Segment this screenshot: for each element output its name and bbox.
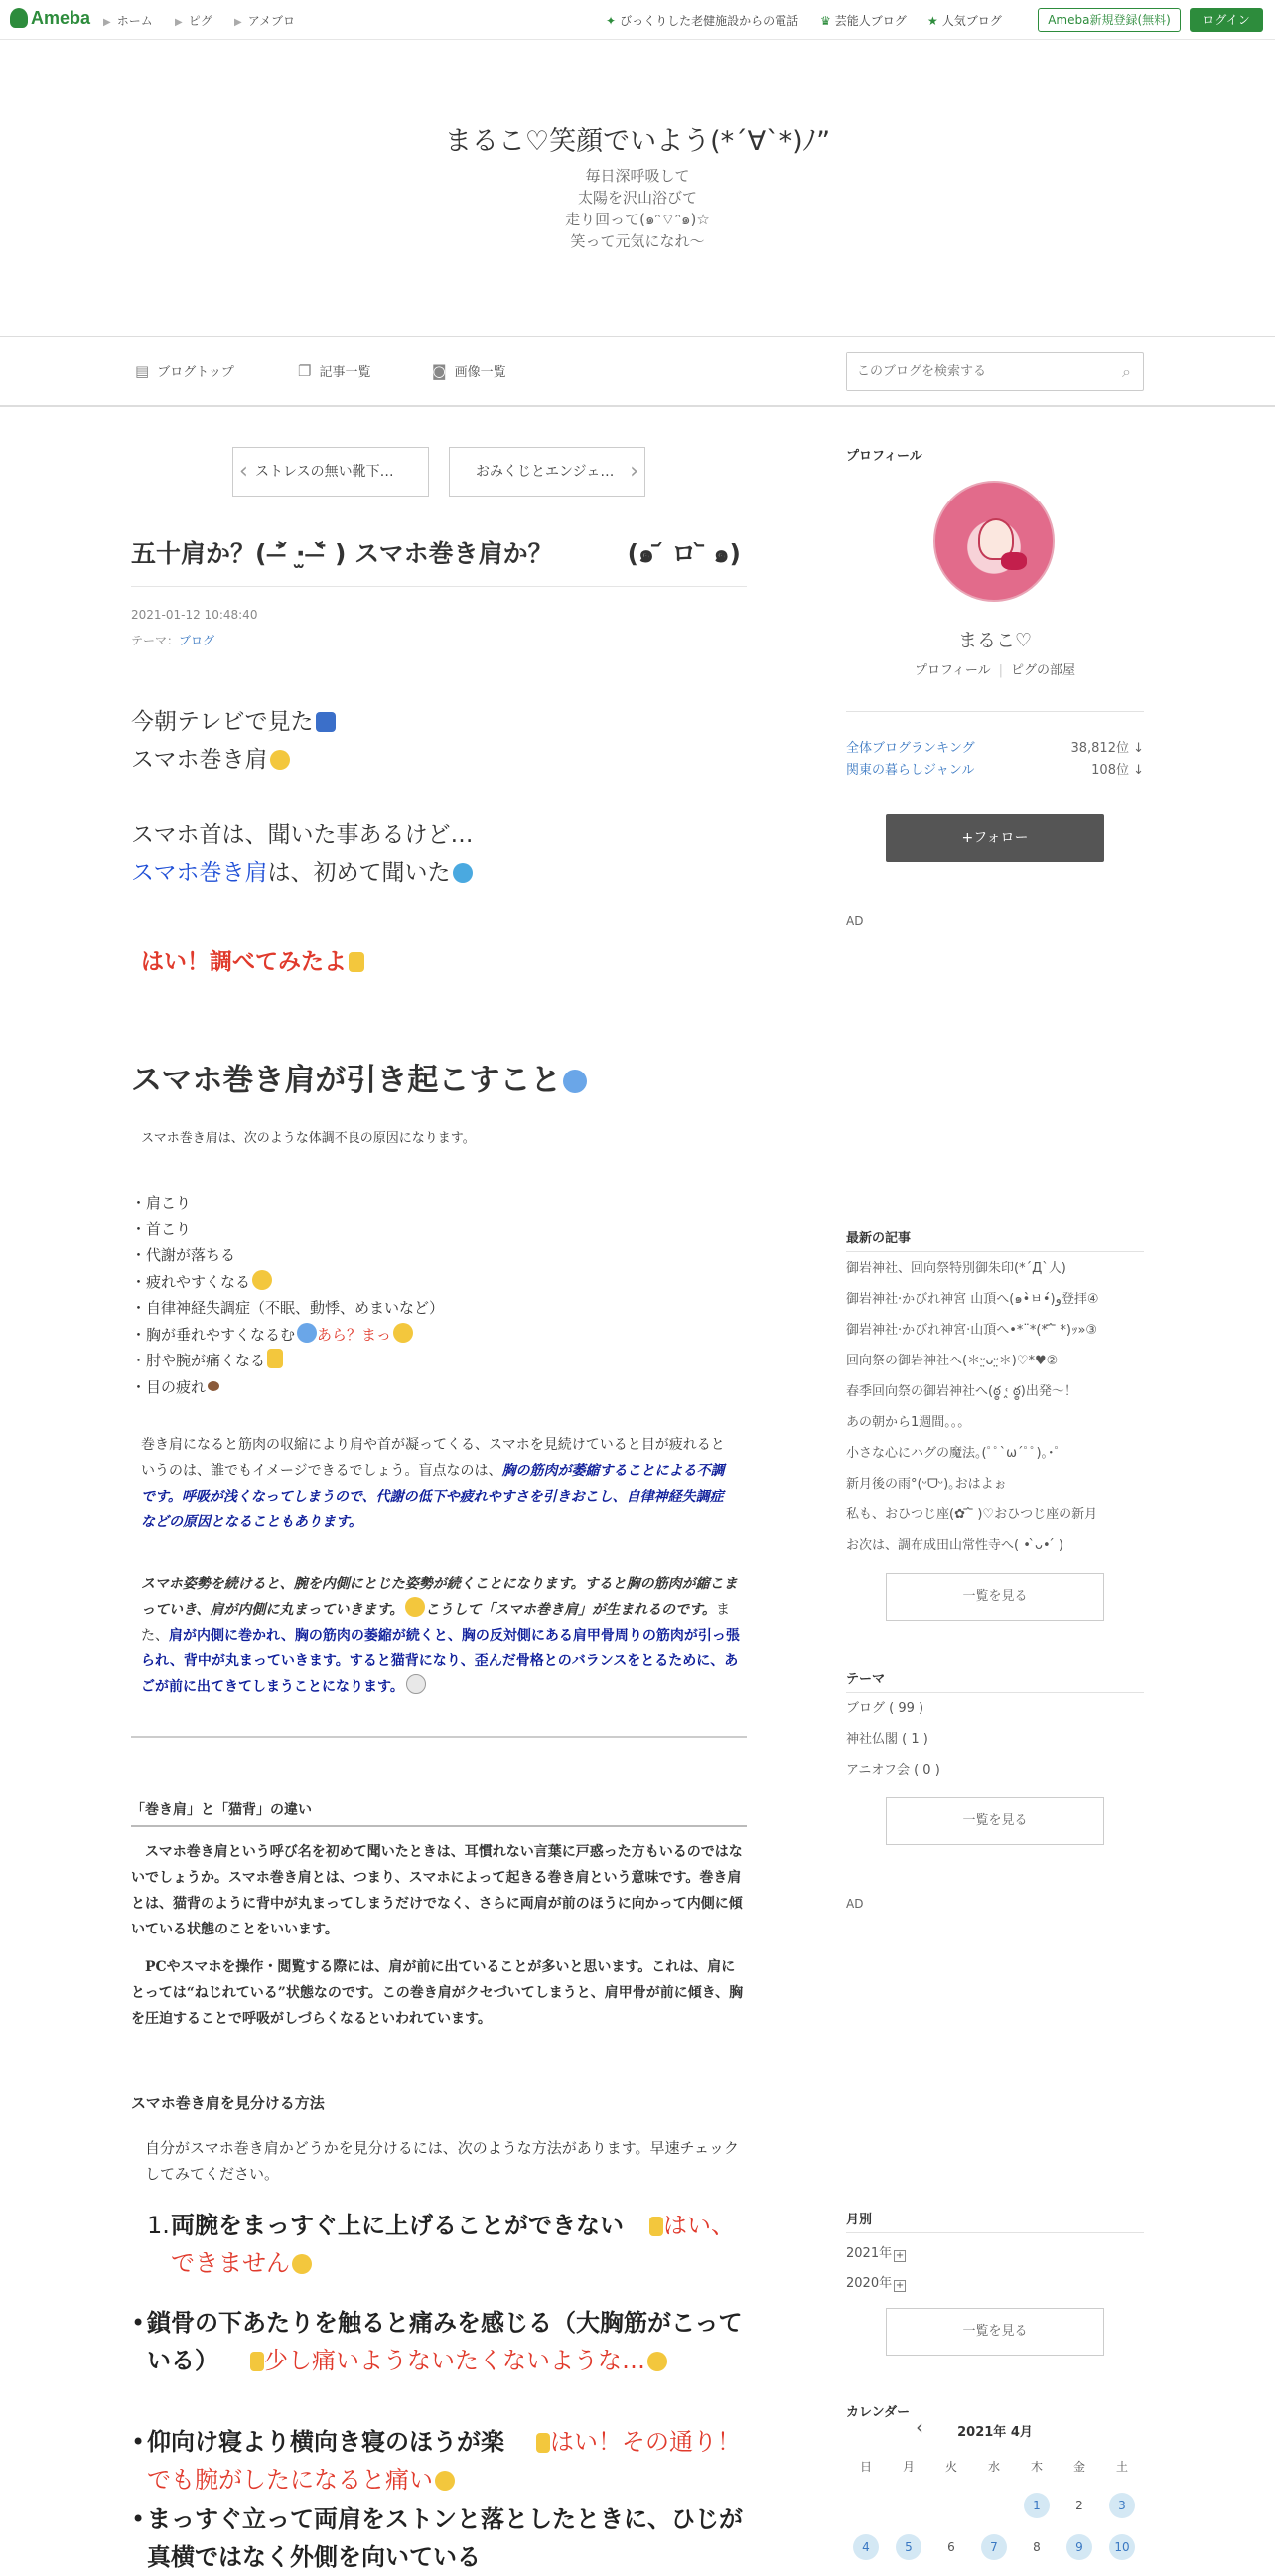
- muscle-emoji-icon: [267, 1349, 283, 1368]
- recent-article-link[interactable]: 御岩神社·かびれ神宮·山頂へ•*¨*(* ᷄ ᷅ *)ｯ»③: [846, 1323, 1098, 1338]
- weekday-label: 土: [1115, 2460, 1128, 2474]
- weekday-label: 水: [987, 2460, 1000, 2474]
- section-heading: [131, 1055, 587, 1099]
- shocked-emoji-icon: [563, 1070, 587, 1093]
- shocked-emoji-icon: [297, 1323, 317, 1343]
- divider: [131, 1825, 747, 1827]
- recent-article-link[interactable]: 御岩神社、回向祭特別御朱印(*´Д`人): [846, 1261, 1066, 1276]
- skull-emoji-icon: [406, 1674, 426, 1694]
- pointing-hand-icon: [649, 2217, 663, 2236]
- nav-blog-top-label: ブログトップ: [157, 365, 234, 380]
- nav-image-list-label: 画像一覧: [454, 365, 506, 380]
- calendar-day[interactable]: 7: [981, 2534, 1007, 2560]
- profile-avatar[interactable]: [933, 481, 1055, 602]
- year-2020[interactable]: [846, 2272, 906, 2292]
- month-heading: 月別: [846, 2213, 873, 2227]
- next-article-label: おみくじとエンジェ…: [476, 464, 615, 480]
- document-icon: ▤: [135, 362, 150, 380]
- red-heading: [141, 943, 364, 976]
- calendar-day[interactable]: 5: [896, 2534, 921, 2560]
- calendar-day[interactable]: 1: [1024, 2493, 1050, 2518]
- body-line: [131, 741, 290, 779]
- top-bar: [0, 0, 1275, 40]
- body-line: [131, 816, 474, 854]
- list-item: [131, 1322, 444, 1349]
- check-text: 両腕をまっすぐ上に上げることができない: [171, 2212, 624, 2239]
- topnav-pigg-label: ピグ: [188, 14, 212, 28]
- topnav-ameblo-label: アメブロ: [247, 14, 295, 28]
- blog-desc-line: 太陽を沢山浴びて: [577, 189, 697, 207]
- paragraph-bold: こうして「スマホ巻き肩」が生まれるのです。: [425, 1602, 716, 1618]
- calendar-day: 2: [1075, 2499, 1083, 2512]
- recent-article-link[interactable]: 小さな心にハグの魔法｡(ﾟﾟ`ω´ﾟﾟ)｡･ﾟ: [846, 1446, 1062, 1461]
- nav-image-list[interactable]: [432, 361, 506, 380]
- pointing-hand-icon: [349, 952, 364, 972]
- chevron-left-icon: ‹: [239, 459, 248, 484]
- chevron-right-icon: ▶: [175, 17, 183, 28]
- toplink-celebrity[interactable]: [820, 12, 907, 29]
- list-item: ・首こり: [131, 1219, 192, 1238]
- toplink-popular-label: 人気ブログ: [941, 14, 1002, 28]
- toplink-news-label: びっくりした老健施設からの電話: [620, 14, 799, 28]
- check-item: • まっすぐ立って両肩をストンと落としたときに、ひじが真横ではなく外側を向いている: [131, 2505, 743, 2571]
- blog-description: [0, 165, 1275, 252]
- calendar-heading: カレンダー: [846, 2405, 911, 2420]
- pigg-room-link[interactable]: ピグの部屋: [1011, 663, 1076, 678]
- recent-article-link[interactable]: 春季回向祭の御岩神社へ(ఠ్ఠ ˓̭ ఠ్ఠ)出発〜！: [846, 1384, 1077, 1399]
- chevron-right-icon: ▶: [234, 17, 242, 28]
- nav-article-list[interactable]: [298, 361, 370, 380]
- recent-article-link[interactable]: 回向祭の御岩神社へ(＊ᵕ̤ᴗᵕ̤＊)♡*♥②: [846, 1354, 1059, 1368]
- weekday-label: 木: [1030, 2460, 1043, 2474]
- chevron-right-icon: ›: [630, 459, 638, 484]
- divider: [846, 2232, 1144, 2233]
- article-theme: [131, 632, 214, 648]
- star-icon: ★: [927, 14, 938, 28]
- tired-emoji-icon: [647, 2352, 667, 2371]
- year-label: 2021年: [846, 2246, 893, 2261]
- list-number: 1.: [147, 2212, 170, 2239]
- check-item: • 鎖骨の下あたりを触ると痛みを感じる（大胸筋がこっている） 少し痛いようないたくないような…: [131, 2309, 743, 2374]
- red-heading-text: はい！調べてみたよ: [141, 949, 347, 975]
- intro-text: スマホ巻き肩は、次のような体調不良の原因になります。: [141, 1131, 476, 1146]
- list-item-red: あら？まっ: [317, 1325, 392, 1344]
- topnav-ameblo[interactable]: [234, 12, 295, 29]
- article-title: 五十肩か？( ˃̶᷄ ‧̫ ˂̶᷅ ) スマホ巻き肩か？ (๑ ᷄ ロ ᷅ ๑): [131, 539, 741, 568]
- recent-article-link[interactable]: 私も、おひつじ座(✿ ᷄ ᷅ )♡おひつじ座の新月: [846, 1507, 1098, 1522]
- register-button[interactable]: Ameba新規登録(無料): [1038, 8, 1181, 32]
- divider: [846, 1251, 1144, 1252]
- body-text: は、初めて聞いた: [267, 860, 451, 886]
- theme-link[interactable]: ブログ: [179, 634, 215, 647]
- recent-articles-list: [846, 1253, 1144, 1561]
- recent-article-link[interactable]: 新月後の雨°(ᵕᗜᵕ)｡おはよぉ: [846, 1477, 1007, 1492]
- sweat-emoji-icon: [453, 863, 473, 883]
- check-text: 鎖骨の下あたりを触ると痛みを感じる（大胸筋がこっている）: [147, 2309, 743, 2374]
- calendar-day[interactable]: 4: [853, 2534, 879, 2560]
- paragraph-bold: 胸の筋肉が萎縮することによる不調です。呼吸が浅くなってしまうので、代謝の低下や疲れやすさを引きおこし、自律神経失調症などの原因となることもあります。: [141, 1463, 725, 1530]
- paragraph-bold: スマホ姿勢を続けると、腕を内側にとじた姿勢が続くことになります。すると胸の筋肉が縮こまっていき、肩が内側に丸まっていきます。: [141, 1576, 738, 1618]
- calendar-day: 8: [1033, 2540, 1041, 2554]
- recent-article-link[interactable]: 御岩神社·かびれ神宮 山頂へ(๑•̀ㅂ•́)و登拝④: [846, 1292, 1099, 1307]
- calendar-day[interactable]: 10: [1109, 2534, 1135, 2560]
- paragraph: 自分がスマホ巻き肩かどうかを見分けるには、次のような方法があります。早速チェックしてみてください。: [145, 2139, 740, 2183]
- paragraph-text: 巻き肩になると筋肉の収縮により肩や首が凝ってくる、スマホを見続けていると目が疲れるというのは、誰でもイメージできるでしょう。盲点なのは、: [141, 1437, 725, 1479]
- check-answer: 少し痛いようないたくないような…: [264, 2347, 645, 2374]
- profile-name[interactable]: まるこ♡: [957, 630, 1033, 651]
- list-item-text: ・胸が垂れやすくなるむ: [131, 1325, 296, 1344]
- article-date: 2021-01-12 10:48:40: [131, 608, 258, 622]
- laughing-emoji-icon: [393, 1323, 413, 1343]
- list-item: ・自律神経失調症（不眠、動悸、めまいなど）: [131, 1299, 445, 1317]
- paragraph: PCやスマホを操作・閲覧する際には、肩が前に出ていることが多いと思います。これは、肩にとっては“ねじれている”状態なのです。この巻き肩がクセづいてしまうと、肩甲骨が前に傾き、胸を圧迫することで呼吸がしづらくなるといわれています。: [131, 1959, 744, 2027]
- list-item: [131, 1374, 444, 1401]
- tired-emoji-icon: [292, 2254, 312, 2274]
- check-item: • 仰向け寝より横向き寝のほうが楽 はい！その通り！でも腕がしたになると痛い: [131, 2428, 741, 2494]
- ranking-value: 38,812位 ↓: [1070, 741, 1144, 756]
- calendar-day[interactable]: 3: [1109, 2493, 1135, 2518]
- paragraph: スマホ巻き肩という呼び名を初めて聞いたときは、耳慣れない言葉に戸惑った方もいるのではないでしょうか。スマホ巻き肩とは、つまり、スマホによって起きる巻き肩という意味です。巻き肩とは、猫背のように背中が丸まってしまうだけでなく、さらに両肩が前のほうに向かって内側に傾いている状態のことをいいます。: [131, 1844, 743, 1937]
- eye-emoji-icon: [208, 1381, 219, 1391]
- toplink-news[interactable]: [606, 12, 798, 29]
- expand-plus-icon[interactable]: +: [895, 2280, 905, 2291]
- follow-button[interactable]: +フォロー: [886, 814, 1104, 862]
- chevron-left-icon[interactable]: ‹: [916, 2415, 923, 2439]
- profile-link[interactable]: プロフィール: [914, 663, 991, 678]
- weekday-label: 火: [944, 2460, 957, 2474]
- next-article-button[interactable]: [449, 447, 645, 497]
- list-item-text: ・疲れやすくなる: [131, 1272, 251, 1291]
- theme-heading: テーマ: [846, 1672, 886, 1687]
- ad-label: AD: [846, 1897, 864, 1911]
- prev-article-label: ストレスの無い靴下…: [255, 464, 394, 480]
- profile-links: プロフィール | ピグの部屋: [914, 663, 1076, 678]
- see-all-recent-button[interactable]: 一覧を見る: [886, 1573, 1104, 1621]
- calendar-month: 2021年 4月: [957, 2425, 1033, 2440]
- blog-desc-line: 走り回って(๑ᵔ⌔ᵔ๑)☆: [565, 211, 710, 228]
- see-all-themes-button[interactable]: 一覧を見る: [886, 1797, 1104, 1845]
- list-item-text: ・肘や腕が痛くなる: [131, 1352, 266, 1369]
- prev-article-button[interactable]: [232, 447, 429, 497]
- face-emoji-icon: [270, 750, 290, 770]
- theme-label: テーマ：: [131, 634, 180, 647]
- paragraph: [141, 1571, 747, 1700]
- topnav-home-label: ホーム: [116, 14, 153, 28]
- toplink-popular[interactable]: [927, 12, 1002, 29]
- paragraph: [141, 1432, 737, 1535]
- year-2021[interactable]: [846, 2242, 906, 2262]
- profile-heading: プロフィール: [846, 449, 922, 464]
- ranking-link[interactable]: 全体ブログランキング: [846, 741, 975, 756]
- paragraph-bold: 肩が内側に巻かれ、胸の筋肉の萎縮が続くと、胸の反対側にある肩甲骨周りの筋肉が引っ張られ、背中が丸まっていきます。すると猫背になり、歪んだ骨格とのバランスをとるために、あごが前に出てきてしまうことになります。: [141, 1628, 740, 1695]
- ranking-value: 108位 ↓: [1091, 763, 1144, 778]
- theme-link[interactable]: アニオフ会 ( 0 ): [846, 1763, 940, 1778]
- check-text: まっすぐ立って両肩をストンと落としたときに、ひじが真横ではなく外側を向いている: [147, 2505, 743, 2571]
- ranking-link[interactable]: 関東の暮らしジャンル: [846, 763, 975, 778]
- avatar-bow: [1001, 552, 1027, 570]
- list-item: ・肩こり: [131, 1194, 192, 1212]
- search-input[interactable]: [847, 353, 1085, 390]
- search-icon[interactable]: ⌕: [1122, 362, 1131, 381]
- ad-label: AD: [846, 914, 864, 928]
- body-line: [131, 703, 336, 741]
- crown-icon: ♛: [820, 14, 831, 28]
- weekday-label: 日: [859, 2460, 872, 2474]
- symptom-list: [131, 1190, 444, 1400]
- theme-link[interactable]: ブログ ( 99 ): [846, 1701, 924, 1716]
- theme-link[interactable]: 神社仏閣 ( 1 ): [846, 1732, 928, 1747]
- ranking-row: [846, 759, 1144, 778]
- recent-article-link[interactable]: あの朝から1週間｡｡｡: [846, 1415, 964, 1430]
- subheading: 「巻き肩」と「猫背」の違い: [131, 1802, 312, 1818]
- list-item: [131, 1348, 444, 1374]
- tv-emoji-icon: [316, 712, 336, 732]
- chevron-right-icon: ▶: [103, 17, 111, 28]
- tired-emoji-icon: [252, 1270, 272, 1290]
- pointing-hand-icon: [536, 2433, 550, 2453]
- list-item: [131, 1269, 444, 1296]
- section-heading-text: スマホ巻き肩が引き起こすこと: [131, 1063, 562, 1098]
- theme-list: [846, 1693, 1144, 1786]
- toplink-celebrity-label: 芸能人ブログ: [834, 14, 907, 28]
- list-item: ・代謝が落ちる: [131, 1246, 236, 1264]
- sad-emoji-icon: [435, 2471, 455, 2491]
- year-label: 2020年: [846, 2276, 893, 2291]
- ameba-logo[interactable]: [10, 8, 90, 29]
- weekday-label: 金: [1072, 2460, 1085, 2474]
- blog-desc-line: 毎日深呼吸して: [585, 167, 690, 185]
- pointing-hand-icon: [250, 2352, 264, 2371]
- divider: [131, 586, 747, 587]
- check-item: [147, 2207, 757, 2282]
- recent-heading: 最新の記事: [846, 1231, 912, 1246]
- calendar-day: 6: [947, 2540, 955, 2554]
- camera-icon: ◙: [432, 362, 447, 380]
- calendar-day[interactable]: 9: [1066, 2534, 1092, 2560]
- list-item-text: ・目の疲れ: [131, 1377, 207, 1396]
- blog-desc-line: 笑って元気になれ〜: [570, 232, 705, 250]
- body-text: スマホ首は、聞いた事あるけど…: [131, 822, 474, 848]
- logo-text: Ameba: [31, 8, 91, 28]
- face-emoji-icon: [405, 1597, 425, 1617]
- paragraph-text: また、: [141, 1602, 730, 1644]
- recent-article-link[interactable]: お次は、調布成田山常性寺へ( • ̀ᴗ• ́ ): [846, 1538, 1063, 1553]
- see-all-months-button[interactable]: 一覧を見る: [886, 2308, 1104, 2356]
- topnav-pigg[interactable]: [175, 12, 212, 29]
- check-answer: はい！その通り！でも腕がしたになると痛い: [147, 2428, 741, 2494]
- expand-plus-icon[interactable]: +: [895, 2250, 905, 2261]
- divider: [846, 711, 1144, 712]
- check-text: 仰向け寝より横向き寝のほうが楽: [147, 2428, 504, 2456]
- divider: [131, 1736, 747, 1738]
- body-text: スマホ巻き肩: [131, 747, 268, 773]
- blog-title[interactable]: まるこ♡笑顔でいよう(*´∀`*)ﾉ”: [444, 126, 831, 157]
- topnav-home[interactable]: [103, 12, 153, 29]
- sparkle-icon: ✦: [606, 14, 617, 28]
- copy-icon: ❐: [298, 362, 312, 380]
- blog-nav-bar: [0, 336, 1275, 407]
- blog-search: [846, 352, 1144, 391]
- subheading: スマホ巻き肩を見分ける方法: [131, 2094, 325, 2112]
- ameba-logo-icon: [10, 8, 28, 28]
- ranking-row: [846, 737, 1144, 756]
- body-text: 今朝テレビで見た: [131, 709, 314, 735]
- check-answer: はい、できません: [171, 2212, 735, 2277]
- body-text-blue: スマホ巻き肩: [131, 860, 268, 886]
- body-line: [131, 854, 473, 892]
- login-button[interactable]: ログイン: [1190, 8, 1263, 32]
- nav-article-list-label: 記事一覧: [319, 365, 371, 380]
- nav-blog-top[interactable]: [135, 361, 234, 380]
- weekday-label: 月: [902, 2460, 915, 2474]
